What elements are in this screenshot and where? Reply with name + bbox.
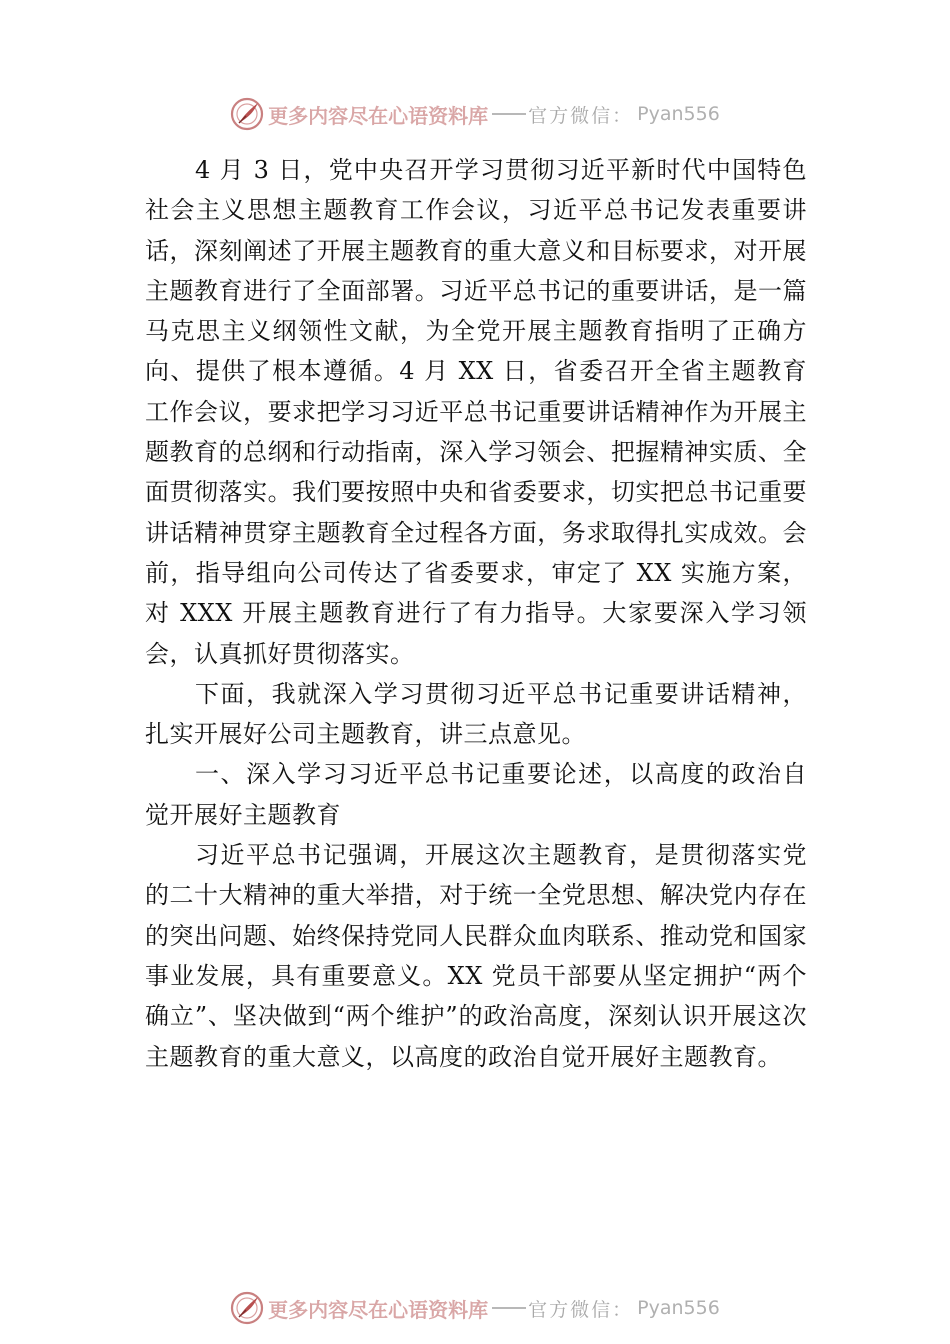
- watermark-dash: [492, 113, 526, 115]
- watermark-label: 官方微信：: [528, 104, 634, 127]
- header-watermark: [0, 94, 950, 134]
- watermark-main-text: 更多内容尽在心语资料库: [268, 1297, 489, 1322]
- watermark-label: 官方微信：: [528, 1298, 634, 1321]
- watermark-account-id: Pyan556: [637, 103, 720, 125]
- paragraph-intro: 4 月 3 日，党中央召开学习贯彻习近平新时代中国特色社会主义思想主题教育工作会议，习近平总书记发表重要讲话，深刻阐述了开展主题教育的重大意义和目标要求，对开展主题教育进行了全面部署。习近平总书记的重要讲话，是一篇马克思主义纲领性文献，为全党开展主题教育指明了正确方向、提供了根本遵循。4 月 XX 日，省委召开全省主题教育工作会议，要求把学习习近平总书记重要讲话精神作为开展主题教育的总纲和行动指南，深入学习领会、把握精神实质、全面贯彻落实。我们要按照中央和省委要求，切实把总书记重要讲话精神贯穿主题教育全过程各方面，务求取得扎实成效。会前，指导组向公司传达了省委要求，审定了 XX 实施方案，对 XXX 开展主题教育进行了有力指导。大家要深入学习领会，认真抓好贯彻落实。: [145, 156, 807, 668]
- feather-pen-logo-icon: [230, 1291, 264, 1325]
- watermark-account-id: Pyan556: [637, 1297, 720, 1319]
- section-heading-1: 一、深入学习习近平总书记重要论述，以高度的政治自觉开展好主题教育: [145, 760, 807, 829]
- paragraph-transition: 下面，我就深入学习贯彻习近平总书记重要讲话精神，扎实开展好公司主题教育，讲三点意见。: [145, 679, 807, 749]
- feather-pen-logo-icon: [230, 97, 264, 131]
- paragraph-section-1: 习近平总书记强调，开展这次主题教育，是贯彻落实党的二十大精神的重大举措，对于统一全党思想、解决党内存在的突出问题、始终保持党同人民群众血肉联系、推动党和国家事业发展，具有重要意义。XX 党员干部要从坚定拥护“两个确立”、坚决做到“两个维护”的政治高度，深刻认识开展这次主题教育的重大意义，以高度的政治自觉开展好主题教育。: [145, 841, 807, 1071]
- document-body: [145, 150, 807, 1077]
- watermark-dash: [492, 1307, 526, 1309]
- footer-watermark: [0, 1288, 950, 1328]
- watermark-main-text: 更多内容尽在心语资料库: [268, 103, 489, 128]
